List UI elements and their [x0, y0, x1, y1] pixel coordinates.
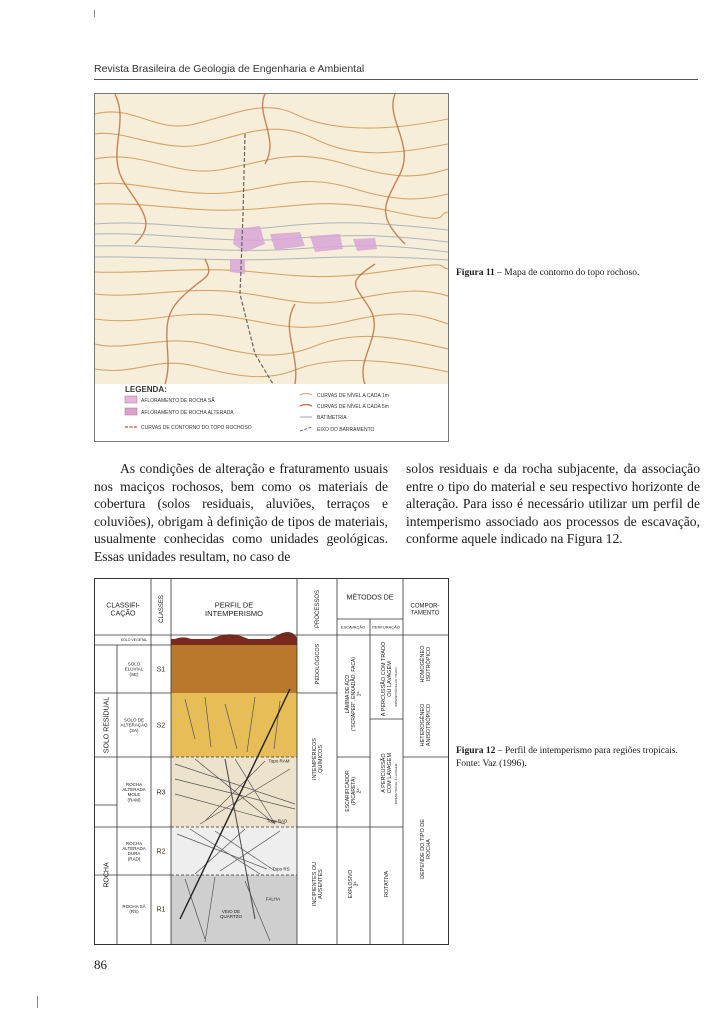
row-class: R1: [156, 906, 166, 914]
crop-mark: [94, 10, 95, 17]
legend-title: LEGENDA:: [125, 385, 167, 394]
perfuracao-label: ROTATIVA: [383, 870, 390, 898]
caption-text: – Perfil de intemperismo para regiões tropicais. Fonte: Vaz (1996).: [456, 746, 678, 769]
row-class: S2: [156, 722, 166, 730]
row-class: R2: [156, 848, 166, 856]
row-name: ROCHA ALTERADA DURA (RAD): [122, 840, 146, 862]
profile-label: VEIO DE QUARTZO: [220, 908, 242, 920]
escavacao-label: EXPLOSIVO3ª: [347, 869, 360, 899]
header-classes: CLASSES: [159, 595, 166, 623]
legend-swatch-rocha-sa: [125, 396, 137, 403]
contour-map: [95, 94, 448, 441]
processos-label: INCIPIENTES OUAUSENTES: [311, 861, 325, 907]
profile-label: Topo RAD: [266, 818, 288, 824]
row-class: R3: [156, 789, 166, 797]
legend-item: BATIMETRIA: [317, 415, 347, 421]
header-perfil: PERFIL DE INTEMPERISMO: [205, 600, 263, 618]
figure-12-profile: [94, 578, 449, 945]
comportamento-label: HETEROGÊNEOANISOTRÓPICO: [419, 703, 433, 747]
perfuracao-note: IMPENETRÁVEL AO TRADO: [394, 667, 399, 707]
perfuracao-note: IMPENETRÁVEL À LAVAGEM: [394, 763, 399, 805]
body-column-left: [94, 460, 388, 565]
caption-label: Figura 11: [456, 268, 495, 278]
crop-mark: [37, 996, 38, 1008]
caption-text: – Mapa de contorno do topo rochoso.: [494, 268, 640, 278]
legend-item: CURVAS DE NÍVEL A CADA 5m: [317, 404, 389, 410]
header-perfuracao: PERFURAÇÃO: [372, 624, 400, 630]
page-number: 86: [94, 957, 107, 972]
header-classificacao: CLASSIFI-CAÇÃO: [106, 602, 140, 618]
header-processos: PROCESSOS: [315, 589, 322, 629]
legend-item: CURVAS DE CONTORNO DO TOPO ROCHOSO: [141, 425, 252, 431]
legend-item: CURVAS DE NÍVEL A CADA 1m: [317, 393, 389, 399]
escavacao-label: LÂMINA DE AÇO("SCRAPER", ENXADÃO, FACA)1ª: [345, 656, 363, 732]
comportamento-label: HOMOGÊNEOISOTRÓPICO: [419, 645, 433, 683]
journal-title: Revista Brasileira de Geologia de Engenharia e Ambiental: [94, 63, 365, 75]
figure-11-caption: [456, 267, 701, 280]
profile-label: Topo RAM: [268, 758, 290, 764]
paragraph: As condições de alteração e fraturamento usuais nos maciços rochosos, bem como os materiais de cobertura (solos residuais, aluviões, terraços e coluviões), obrigam à definição de tipos de materiais, usualmente conhecidas como unidades geológicas. Essas unidades resultam, no caso de: [94, 461, 388, 564]
header-rule: [94, 79, 698, 80]
perfuracao-label: A PERCUSSÃOCOM LAVAGEM: [380, 752, 394, 794]
row-name: SOLO ELUVIAL (SE): [124, 661, 144, 677]
paragraph: solos residuais e da rocha subjacente, da associação entre o tipo do material e seu respectivo horizonte de alteração. Para isso é necessário utilizar um perfil de intemperismo associado aos processos de escavação, conforme aquele indicado na Figura 12.: [406, 461, 700, 546]
header-metodos: MÉTODOS DE: [346, 594, 394, 602]
comportamento-label: DEPENDE DO TIPO DEROCHA: [419, 819, 433, 879]
legend-item: EIXO DO BARRAMENTO: [317, 427, 375, 433]
escavacao-label: ESCARIFICADOR(PICARETA)2ª: [345, 770, 363, 812]
header-comportamento: COMPOR-TAMENTO: [410, 603, 440, 617]
processos-label: INTEMPÉRICOSQUÍMICOS: [311, 738, 325, 780]
group-rocha: ROCHA: [103, 862, 111, 888]
profile-label: FALHA: [265, 896, 281, 902]
caption-label: Figura 12: [456, 746, 496, 756]
legend-item: AFLORAMENTO DE ROCHA ALTERADA: [141, 410, 234, 416]
row-name: SOLO VEGETAL: [120, 638, 148, 643]
row-class: S1: [156, 666, 166, 674]
row-name: SOLO DE ALTERAÇÃO (SA): [120, 717, 148, 733]
body-column-right: [406, 460, 700, 548]
row-name: ROCHA SÃ (RS): [122, 903, 146, 915]
header-escavacao: ESCAVAÇÃO: [340, 624, 366, 630]
processos-label: PEDOLÓGICOS: [314, 643, 321, 685]
row-name: ROCHA ALTERADA MOLE (RAM): [122, 781, 146, 803]
group-solo-residual: SOLO RESIDUAL: [103, 696, 111, 754]
figure-12-caption: [456, 745, 701, 771]
profile-label: Topo RS: [272, 866, 290, 872]
weathering-profile-diagram: [95, 579, 448, 944]
legend-swatch-rocha-alterada: [125, 408, 137, 415]
figure-11-map: [94, 93, 449, 442]
legend-item: AFLORAMENTO DE ROCHA SÃ: [141, 398, 215, 404]
perfuracao-label: A PERCUSSÃO COM TRADOOU LAVAGEM: [380, 641, 394, 717]
